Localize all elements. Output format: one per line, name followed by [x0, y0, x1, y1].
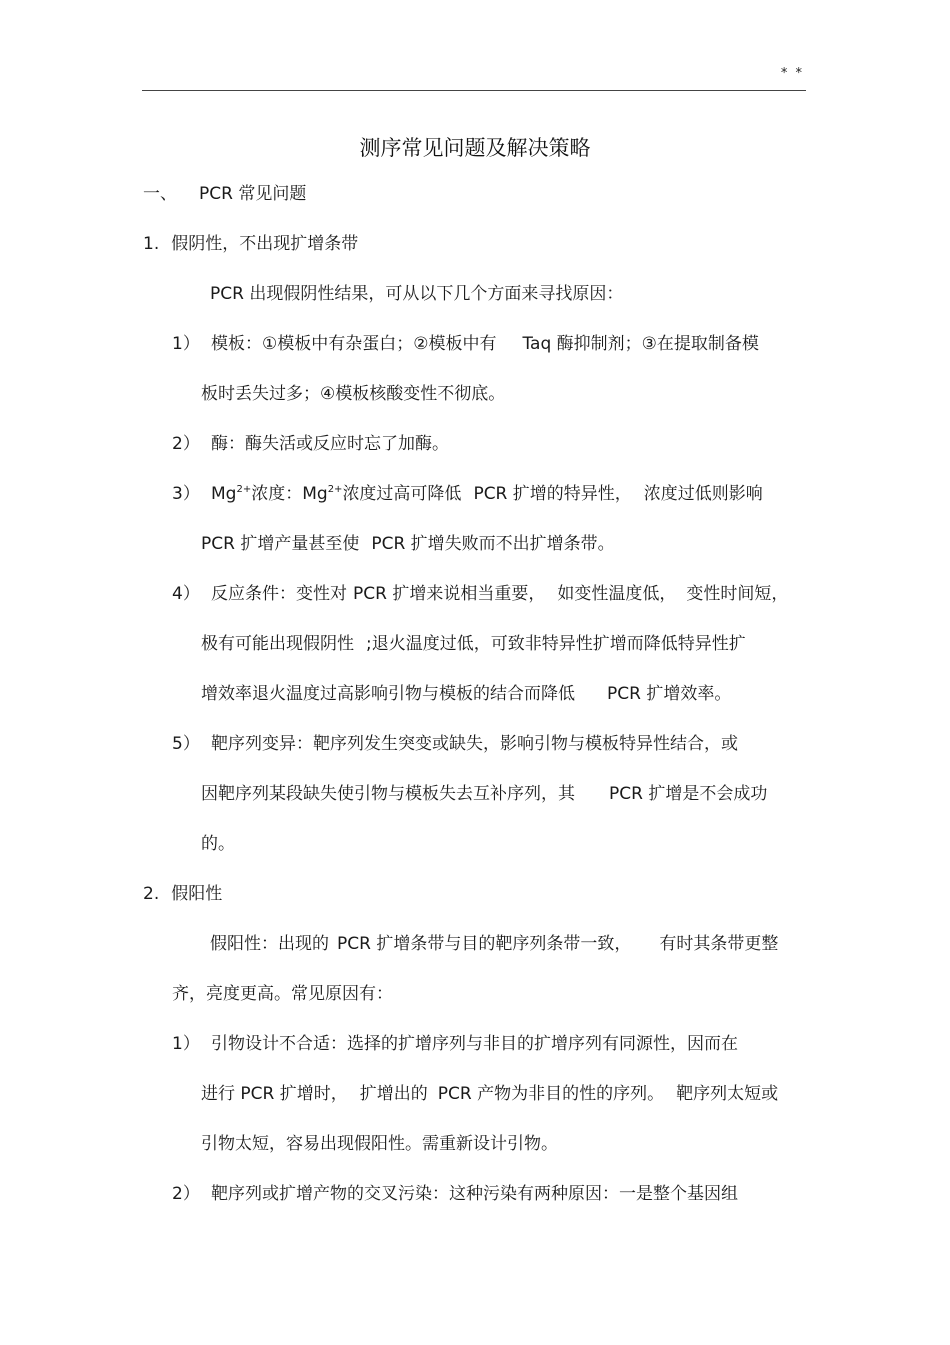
text-run: ;退火温度过低，可致非特异性扩增而降低特异性扩 [366, 634, 746, 654]
item-title: 假阴性，不出现扩增条带 [171, 234, 359, 254]
text-run: 假阳性：出现的 [210, 934, 329, 954]
item-number: 1. [143, 234, 160, 254]
paragraph-intro [210, 932, 778, 956]
page-title: 测序常见问题及解决策略 [359, 136, 591, 160]
text-run: Taq 酶抑制剂；③在提取制备模 [522, 334, 759, 354]
text-run: PCR 扩增产量甚至使 [201, 534, 360, 554]
list-item [172, 482, 763, 506]
list-number: 3） [172, 484, 200, 504]
text-run: PCR 扩增效率。 [607, 684, 732, 704]
list-item [172, 732, 738, 756]
text-run: 反应条件：变性对 [211, 584, 347, 604]
list-item-continuation: 板时丢失过多；④模板核酸变性不彻底。 [201, 384, 506, 404]
list-item-continuation [201, 682, 731, 706]
item-number: 2. [143, 884, 160, 904]
item-title: 假阳性 [171, 884, 223, 904]
text-run: PCR 产物为非目的性的序列。 [437, 1084, 665, 1104]
text-run: 浓度过高可降低 [342, 484, 462, 504]
text-run: 浓度： [251, 484, 303, 504]
text-run: 如变性温度低， [557, 584, 677, 604]
list-number: 1） [172, 334, 200, 354]
header-mark: * * [780, 66, 804, 81]
section-number: 一、 [143, 184, 177, 204]
list-item-continuation [201, 532, 615, 556]
text-run: 浓度过低则影响 [643, 484, 763, 504]
list-item-continuation: 的。 [201, 834, 235, 854]
superscript: 2+ [327, 484, 343, 495]
list-number: 2） [172, 1184, 200, 1204]
text-run: 靶序列变异：靶序列发生突变或缺失，影响引物与模板特异性结合，或 [211, 734, 738, 754]
header-rule [142, 90, 806, 91]
list-item-continuation: 引物太短，容易出现假阳性。需重新设计引物。 [201, 1134, 558, 1154]
text-run: 扩增出的 [359, 1084, 428, 1104]
text-run: 因靶序列某段缺失使引物与模板失去互补序列，其 [201, 784, 575, 804]
text-run: 引物设计不合适：选择的扩增序列与非目的扩增序列有同源性，因而在 [211, 1034, 738, 1054]
text-run: PCR 扩增条带与目的靶序列条带一致， [337, 934, 632, 954]
text-run: PCR 扩增失败而不出扩增条带。 [371, 534, 615, 554]
text-run: 变性时间短， [686, 584, 789, 604]
list-item [172, 1032, 738, 1056]
list-item-continuation [201, 1082, 778, 1106]
list-number: 1） [172, 1034, 200, 1054]
text-run: 靶序列或扩增产物的交叉污染：这种污染有两种原因：一是整个基因组 [211, 1184, 738, 1204]
superscript: 2+ [236, 484, 252, 495]
text-run: 增效率退火温度过高影响引物与模板的结合而降低 [201, 684, 575, 704]
text-run: 进行 PCR 扩增时， [201, 1084, 348, 1104]
list-number: 2） [172, 434, 200, 454]
list-number: 4） [172, 584, 200, 604]
item-heading [143, 232, 358, 256]
paragraph-continuation: 齐，亮度更高。常见原因有： [172, 984, 393, 1004]
list-number: 5） [172, 734, 200, 754]
text-run: 极有可能出现假阴性 [201, 634, 354, 654]
text-run: PCR 扩增是不会成功 [609, 784, 768, 804]
list-item [172, 432, 449, 456]
text-run: 有时其条带更整 [659, 934, 779, 954]
text-run: 靶序列太短或 [676, 1084, 779, 1104]
item-heading [143, 882, 222, 906]
list-item [172, 332, 759, 356]
list-item [172, 1182, 738, 1206]
list-item-continuation [201, 782, 767, 806]
text-run: Mg [302, 484, 328, 504]
list-item [172, 582, 788, 606]
list-item-continuation [201, 632, 746, 656]
text-run: PCR 扩增的特异性， [473, 484, 632, 504]
text-run: 酶：酶失活或反应时忘了加酶。 [211, 434, 449, 454]
section-heading [143, 182, 306, 206]
text-run: PCR 扩增来说相当重要， [353, 584, 546, 604]
section-title: PCR 常见问题 [199, 184, 307, 204]
text-run: Mg [211, 484, 237, 504]
text-run: 模板：①模板中有杂蛋白；②模板中有 [211, 334, 497, 354]
paragraph-intro: PCR 出现假阴性结果，可从以下几个方面来寻找原因： [210, 284, 624, 304]
